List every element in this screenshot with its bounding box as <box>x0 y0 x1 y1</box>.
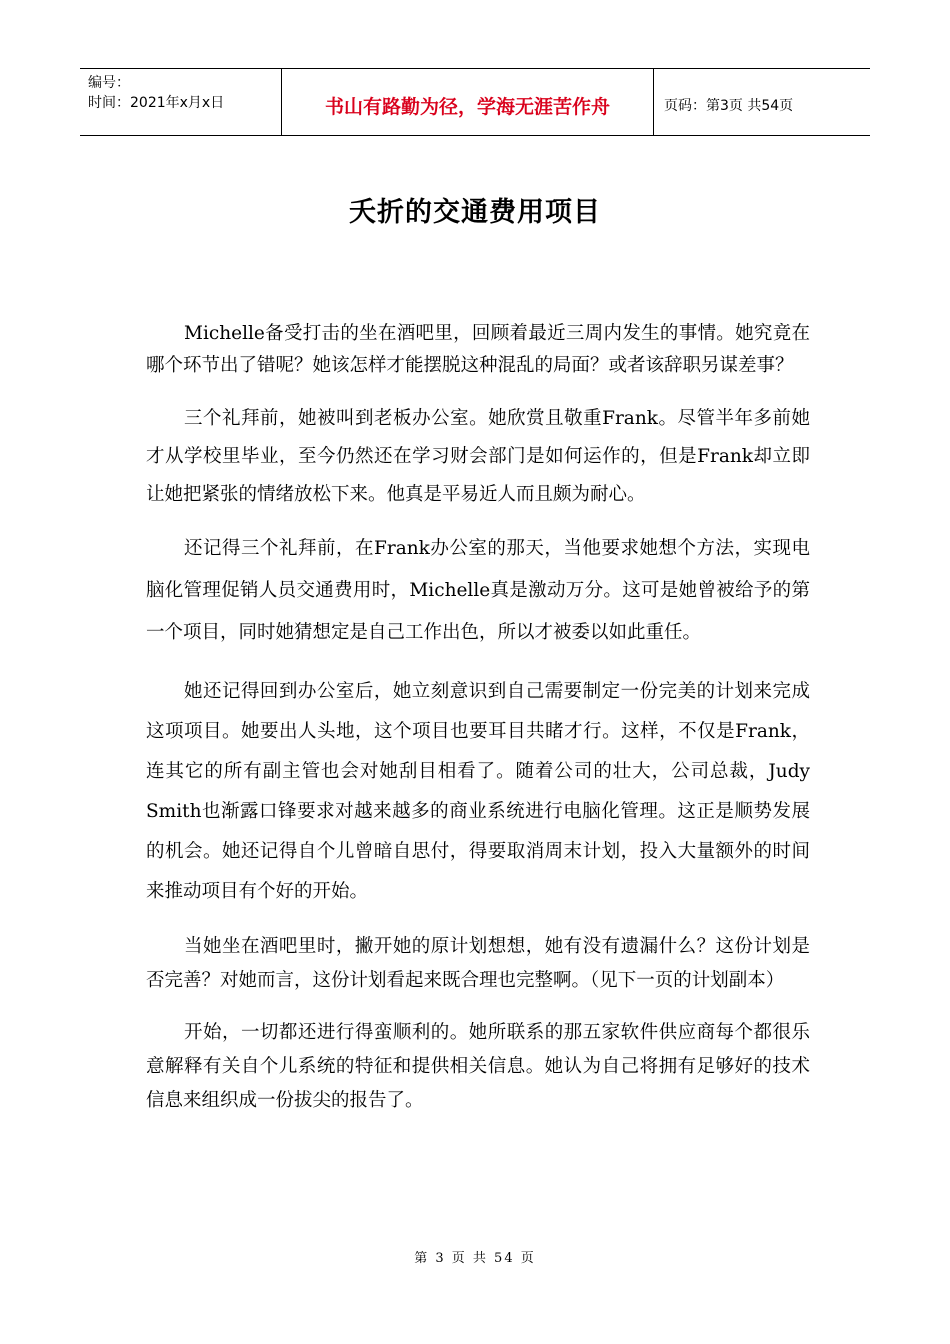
paragraph: 开始，一切都还进行得蛮顺利的。她所联系的那五家软件供应商每个都很乐意解释有关自个儿系统的特征和提供相关信息。她认为自己将拥有足够好的技术信息来组织成一份拔尖的报告了。 <box>146 1022 810 1111</box>
header-motto: 书山有路勤为径，学海无涯苦作舟 <box>282 69 654 135</box>
header-number-label: 编号： <box>88 75 130 91</box>
header-page-label: 页码：第3页 共54页 <box>664 98 794 114</box>
paragraph: 她还记得回到办公室后，她立刻意识到自己需要制定一份完美的计划来完成这项项目。她要出人头地，这个项目也要耳目共睹才行。这样，不仅是Frank，连其它的所有副主管也会对她刮目相看了。随着公司的壮大，公司总裁，Judy Smith也渐露口锋要求对越来越多的商业系统进行电脑化管理。这正是顺势发展的机会。她还记得自个儿曾暗自思付，得要取消周末计划，投入大量额外的时间来推动项目有个好的开始。 <box>146 681 810 902</box>
header-meta-cell <box>80 69 282 135</box>
header-date-label: 时间：2021年x月x日 <box>88 95 225 111</box>
paragraph: 三个礼拜前，她被叫到老板办公室。她欣赏且敬重Frank。尽管半年多前她才从学校里毕业，至今仍然还在学习财会部门是如何运作的，但是Frank却立即让她把紧张的情绪放松下来。他真是平易近人而且颇为耐心。 <box>146 408 810 505</box>
paragraph: Michelle备受打击的坐在酒吧里，回顾着最近三周内发生的事情。她究竟在哪个环节出了错呢？她该怎样才能摆脱这种混乱的局面？或者该辞职另谋差事？ <box>146 323 810 376</box>
paragraph: 还记得三个礼拜前，在Frank办公室的那天，当他要求她想个方法，实现电脑化管理促销人员交通费用时，Michelle真是激动万分。这可是她曾被给予的第一个项目，同时她猜想定是自己工作出色，所以才被委以如此重任。 <box>146 538 810 643</box>
document-body <box>146 318 810 1118</box>
document-title: 夭折的交通费用项目 <box>349 197 601 228</box>
paragraph: 当她坐在酒吧里时，撇开她的原计划想想，她有没有遗漏什么？这份计划是否完善？对她而言，这份计划看起来既合理也完整啊。（见下一页的计划副本） <box>146 936 810 991</box>
document-header <box>80 68 870 136</box>
page-footer: 第 3 页 共 54 页 <box>414 1251 536 1266</box>
